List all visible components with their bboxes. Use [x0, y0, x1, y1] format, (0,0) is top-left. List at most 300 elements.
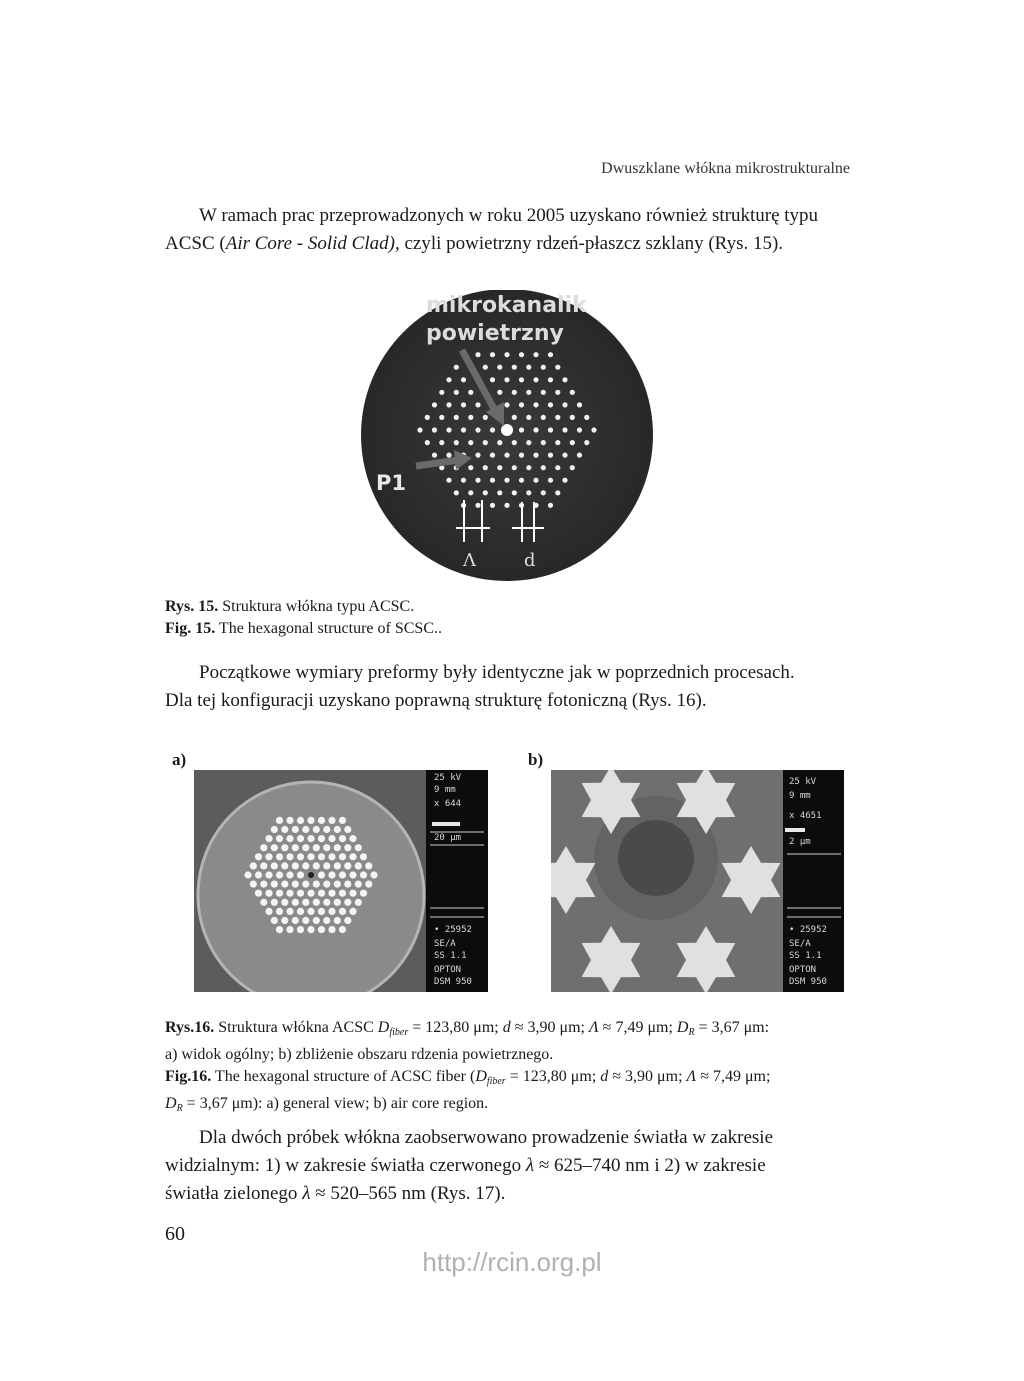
air-hole — [365, 862, 372, 869]
air-hole — [454, 490, 459, 495]
air-hole — [483, 365, 488, 370]
caption-text: ≈ 7,49 μm; — [598, 1019, 677, 1036]
caption-label: Fig. 15. — [165, 620, 216, 637]
readout-scale: 2 μm — [789, 837, 811, 847]
air-hole — [328, 890, 335, 897]
air-hole — [307, 890, 314, 897]
caption-label: Fig.16. — [165, 1068, 212, 1085]
air-hole — [318, 853, 325, 860]
air-hole — [339, 853, 346, 860]
air-hole — [297, 871, 304, 878]
air-hole — [260, 862, 267, 869]
caption-text: The hexagonal structure of ACSC fiber ( — [211, 1068, 476, 1085]
air-hole — [475, 402, 480, 407]
air-hole — [334, 862, 341, 869]
air-hole — [286, 835, 293, 842]
air-hole — [318, 908, 325, 915]
air-hole — [519, 377, 524, 382]
air-hole — [497, 365, 502, 370]
readout-distance: 9 mm — [434, 785, 456, 795]
air-hole — [548, 402, 553, 407]
air-hole — [328, 926, 335, 933]
air-hole — [313, 862, 320, 869]
air-hole — [541, 415, 546, 420]
air-hole — [512, 440, 517, 445]
air-hole — [497, 465, 502, 470]
air-hole — [328, 817, 335, 824]
air-hole — [265, 908, 272, 915]
air-hole — [555, 390, 560, 395]
air-hole — [555, 490, 560, 495]
air-hole — [286, 890, 293, 897]
air-hole — [328, 871, 335, 878]
readout-spot: SS 1.1 — [789, 951, 822, 961]
air-hole — [526, 365, 531, 370]
air-hole — [562, 478, 567, 483]
text-span: ACSC ( — [165, 233, 226, 254]
air-hole — [490, 377, 495, 382]
air-hole — [297, 835, 304, 842]
air-hole — [339, 871, 346, 878]
figure-16-caption-en-line-2 — [165, 1093, 850, 1120]
label-d-diameter: d — [524, 550, 536, 571]
caption-label: Rys. 15. — [165, 598, 219, 615]
air-hole — [497, 440, 502, 445]
air-hole — [281, 862, 288, 869]
label-p1: P1 — [376, 471, 407, 495]
air-hole — [483, 490, 488, 495]
readout-voltage: 25 kV — [789, 777, 817, 787]
air-hole — [302, 844, 309, 851]
air-hole — [271, 862, 278, 869]
air-hole — [555, 365, 560, 370]
air-hole — [281, 899, 288, 906]
figure-15-caption — [165, 596, 850, 640]
air-hole — [302, 881, 309, 888]
symbol-D: D — [676, 1019, 689, 1036]
air-hole — [541, 365, 546, 370]
air-hole — [533, 402, 538, 407]
air-hole — [446, 427, 451, 432]
air-hole — [313, 844, 320, 851]
air-hole — [271, 881, 278, 888]
air-hole — [307, 908, 314, 915]
scale-bar — [432, 822, 460, 826]
air-hole — [370, 871, 377, 878]
air-hole — [570, 440, 575, 445]
air-hole — [276, 871, 283, 878]
air-hole — [349, 835, 356, 842]
paragraph-2-line-2: Dla tej konfiguracji uzyskano poprawną strukturę fotoniczną (Rys. 16). — [165, 690, 707, 711]
air-hole — [526, 390, 531, 395]
air-hole — [255, 890, 262, 897]
figure-16-caption-pl-line-2: a) widok ogólny; b) zbliżenie obszaru rdzenia powietrznego. — [165, 1046, 554, 1063]
air-hole — [541, 440, 546, 445]
air-hole — [276, 853, 283, 860]
air-hole — [281, 826, 288, 833]
air-core — [308, 872, 314, 878]
air-hole — [250, 862, 257, 869]
figure-15-caption-pl — [165, 596, 850, 618]
air-hole — [307, 817, 314, 824]
air-hole — [483, 465, 488, 470]
air-hole — [519, 427, 524, 432]
air-hole — [307, 853, 314, 860]
air-hole — [570, 390, 575, 395]
air-hole — [292, 826, 299, 833]
air-hole — [292, 881, 299, 888]
air-hole — [577, 427, 582, 432]
air-hole — [292, 917, 299, 924]
air-hole — [446, 453, 451, 458]
air-hole — [483, 415, 488, 420]
air-core-region — [618, 820, 694, 896]
air-hole — [504, 377, 509, 382]
air-hole — [562, 377, 567, 382]
air-hole — [519, 402, 524, 407]
air-hole — [297, 890, 304, 897]
air-hole — [286, 926, 293, 933]
air-hole — [490, 453, 495, 458]
air-hole — [349, 908, 356, 915]
air-hole — [432, 453, 437, 458]
air-hole — [548, 503, 553, 508]
air-hole — [533, 377, 538, 382]
air-hole — [328, 835, 335, 842]
watermark-url: http://rcin.org.pl — [422, 1247, 602, 1277]
caption-text: = 3,67 μm: — [694, 1019, 770, 1036]
air-hole — [490, 503, 495, 508]
air-hole — [526, 415, 531, 420]
caption-text: = 123,80 μm; — [505, 1068, 601, 1085]
air-hole — [512, 390, 517, 395]
fiber-cross-section — [198, 782, 424, 992]
air-hole — [318, 890, 325, 897]
air-hole — [344, 899, 351, 906]
air-hole — [339, 890, 346, 897]
readout-spot: SS 1.1 — [434, 951, 467, 961]
air-hole — [577, 453, 582, 458]
air-hole — [475, 503, 480, 508]
readout-magnification: x 4651 — [789, 811, 822, 821]
readout-model: DSM 950 — [789, 977, 827, 987]
air-hole — [349, 853, 356, 860]
air-hole — [533, 427, 538, 432]
air-hole — [483, 440, 488, 445]
air-hole — [355, 899, 362, 906]
caption-text: Struktura włókna typu ACSC. — [218, 598, 415, 615]
air-hole — [555, 415, 560, 420]
subscript-R: R — [176, 1103, 183, 1114]
symbol-d: d — [600, 1068, 609, 1085]
air-hole — [297, 908, 304, 915]
air-hole — [439, 390, 444, 395]
air-hole — [265, 853, 272, 860]
air-hole — [577, 402, 582, 407]
air-hole — [365, 881, 372, 888]
air-hole — [276, 817, 283, 824]
air-hole — [504, 503, 509, 508]
air-hole — [475, 478, 480, 483]
air-hole — [328, 908, 335, 915]
paragraph-3-line-1: Dla dwóch próbek włókna zaobserwowano prowadzenie światła w zakresie — [199, 1127, 774, 1148]
air-hole — [425, 440, 430, 445]
air-hole — [276, 890, 283, 897]
readout-voltage: 25 kV — [434, 773, 462, 783]
air-hole — [255, 871, 262, 878]
air-hole — [519, 478, 524, 483]
air-hole — [255, 853, 262, 860]
air-hole — [446, 377, 451, 382]
subscript-R: R — [688, 1027, 695, 1038]
air-hole — [313, 881, 320, 888]
air-hole — [475, 352, 480, 357]
air-hole — [475, 453, 480, 458]
panel-b-label: b) — [528, 750, 544, 769]
air-hole — [504, 402, 509, 407]
air-hole — [533, 453, 538, 458]
air-hole — [244, 871, 251, 878]
air-hole — [360, 890, 367, 897]
air-hole — [334, 917, 341, 924]
air-hole — [328, 853, 335, 860]
air-hole — [323, 826, 330, 833]
air-hole — [323, 917, 330, 924]
symbol-D: D — [165, 1095, 177, 1112]
air-hole — [468, 440, 473, 445]
air-hole — [468, 415, 473, 420]
air-hole — [323, 899, 330, 906]
symbol-D: D — [475, 1068, 487, 1085]
air-hole — [349, 890, 356, 897]
air-hole — [302, 917, 309, 924]
air-hole — [339, 908, 346, 915]
symbol-d: d — [502, 1019, 511, 1036]
air-hole — [286, 908, 293, 915]
paragraph-3-line-3 — [165, 1180, 850, 1208]
figure-16b-sem-air-core-region — [551, 770, 844, 992]
air-hole — [302, 899, 309, 906]
label-lambda-pitch: Λ — [463, 550, 476, 571]
air-hole — [302, 862, 309, 869]
air-hole — [265, 871, 272, 878]
air-hole — [265, 890, 272, 897]
air-hole — [307, 835, 314, 842]
readout-brand: OPTON — [434, 965, 462, 975]
air-hole — [344, 844, 351, 851]
air-hole — [584, 440, 589, 445]
air-hole — [504, 453, 509, 458]
air-hole — [318, 835, 325, 842]
air-hole — [292, 844, 299, 851]
air-hole — [439, 415, 444, 420]
air-hole — [265, 835, 272, 842]
air-hole — [355, 844, 362, 851]
air-hole — [432, 402, 437, 407]
readout-distance: 9 mm — [789, 791, 811, 801]
air-hole — [307, 926, 314, 933]
air-hole — [526, 465, 531, 470]
air-hole — [286, 817, 293, 824]
caption-text: The hexagonal structure of SCSC.. — [215, 620, 442, 637]
air-hole — [292, 862, 299, 869]
panel-a-label: a) — [172, 750, 187, 769]
air-hole — [512, 490, 517, 495]
readout-detector: SE/A — [434, 939, 456, 949]
air-hole — [339, 926, 346, 933]
caption-text: = 123,80 μm; — [408, 1019, 503, 1036]
air-hole — [334, 881, 341, 888]
air-core-microchannel — [501, 424, 513, 436]
caption-text: ≈ 3,90 μm; — [608, 1068, 687, 1085]
air-hole — [562, 453, 567, 458]
symbol-lambda: λ — [302, 1183, 311, 1204]
air-hole — [504, 352, 509, 357]
air-hole — [425, 415, 430, 420]
air-hole — [526, 440, 531, 445]
air-hole — [323, 844, 330, 851]
air-hole — [276, 908, 283, 915]
air-hole — [461, 402, 466, 407]
air-hole — [286, 871, 293, 878]
air-hole — [541, 490, 546, 495]
air-hole — [355, 862, 362, 869]
air-hole — [555, 465, 560, 470]
air-hole — [432, 427, 437, 432]
air-hole — [281, 881, 288, 888]
air-hole — [318, 817, 325, 824]
readout-scale: 20 μm — [434, 833, 462, 843]
figure-16a-sem-general-view — [194, 770, 488, 992]
air-hole — [526, 490, 531, 495]
air-hole — [548, 377, 553, 382]
air-hole — [468, 490, 473, 495]
symbol-lambda: Λ — [686, 1068, 697, 1085]
air-hole — [461, 377, 466, 382]
air-hole — [417, 427, 422, 432]
air-hole — [334, 899, 341, 906]
running-header: Dwuszklane włókna mikrostrukturalne — [601, 160, 850, 177]
air-hole — [281, 917, 288, 924]
text-span: ≈ 625–740 nm i 2) w zakresie — [534, 1155, 766, 1176]
paragraph-3 — [165, 1124, 850, 1208]
air-hole — [297, 926, 304, 933]
readout-detector: SE/A — [789, 939, 811, 949]
readout-id: • 25952 — [434, 925, 472, 935]
air-hole — [439, 440, 444, 445]
air-hole — [292, 899, 299, 906]
readout-id: • 25952 — [789, 925, 827, 935]
air-hole — [519, 453, 524, 458]
air-hole — [533, 352, 538, 357]
air-hole — [541, 465, 546, 470]
air-hole — [490, 478, 495, 483]
air-hole — [562, 402, 567, 407]
paragraph-2 — [165, 659, 850, 715]
readout-magnification: x 644 — [434, 799, 462, 809]
air-hole — [339, 817, 346, 824]
air-hole — [344, 826, 351, 833]
air-hole — [548, 478, 553, 483]
air-hole — [286, 853, 293, 860]
air-hole — [541, 390, 546, 395]
text-span: ≈ 520–565 nm (Rys. 17). — [310, 1183, 506, 1204]
air-hole — [360, 853, 367, 860]
figure-15-caption-en — [165, 618, 850, 640]
caption-text: Struktura włókna ACSC — [214, 1019, 378, 1036]
air-hole — [271, 844, 278, 851]
air-hole — [504, 478, 509, 483]
air-hole — [454, 390, 459, 395]
air-hole — [548, 352, 553, 357]
symbol-D: D — [377, 1019, 390, 1036]
air-hole — [468, 465, 473, 470]
air-hole — [454, 415, 459, 420]
caption-text: ≈ 3,90 μm; — [510, 1019, 589, 1036]
caption-text: = 3,67 μm): a) general view; b) air core region. — [182, 1095, 489, 1112]
air-hole — [446, 478, 451, 483]
air-hole — [570, 465, 575, 470]
air-hole — [276, 835, 283, 842]
air-hole — [344, 917, 351, 924]
air-hole — [497, 390, 502, 395]
air-hole — [323, 881, 330, 888]
air-hole — [490, 352, 495, 357]
paragraph-3-line-2 — [165, 1152, 850, 1180]
air-hole — [271, 826, 278, 833]
air-hole — [334, 826, 341, 833]
air-hole — [548, 427, 553, 432]
air-hole — [297, 853, 304, 860]
label-air-channel-line-2: powietrzny — [426, 321, 564, 346]
paragraph-1 — [165, 202, 850, 258]
page-number: 60 — [165, 1223, 185, 1245]
air-hole — [562, 427, 567, 432]
text-span: widzialnym: 1) w zakresie światła czerwonego — [165, 1155, 526, 1176]
symbol-lambda: λ — [525, 1155, 535, 1176]
scale-bar — [785, 828, 805, 832]
air-hole — [512, 365, 517, 370]
air-hole — [276, 926, 283, 933]
air-hole — [584, 415, 589, 420]
air-hole — [533, 478, 538, 483]
air-hole — [271, 917, 278, 924]
air-hole — [519, 352, 524, 357]
air-core-solid-clad-italic: Air Core - Solid Clad), — [225, 233, 400, 254]
figure-16-caption-en-line-1 — [165, 1066, 850, 1093]
caption-label: Rys.16. — [165, 1019, 215, 1036]
air-hole — [318, 926, 325, 933]
air-hole — [548, 453, 553, 458]
paragraph-2-line-1: Początkowe wymiary preformy były identyczne jak w poprzednich procesach. — [199, 662, 795, 683]
figure-15-fiber-cross-section — [354, 290, 664, 585]
air-hole — [475, 427, 480, 432]
air-hole — [297, 817, 304, 824]
paragraph-1-line-2 — [165, 230, 850, 258]
air-hole — [355, 881, 362, 888]
readout-brand: OPTON — [789, 965, 817, 975]
air-hole — [555, 440, 560, 445]
air-hole — [461, 478, 466, 483]
air-hole — [446, 402, 451, 407]
air-hole — [349, 871, 356, 878]
figure-16-caption — [165, 1017, 850, 1120]
air-hole — [570, 415, 575, 420]
air-hole — [250, 881, 257, 888]
air-hole — [313, 826, 320, 833]
air-hole — [454, 440, 459, 445]
air-hole — [334, 844, 341, 851]
